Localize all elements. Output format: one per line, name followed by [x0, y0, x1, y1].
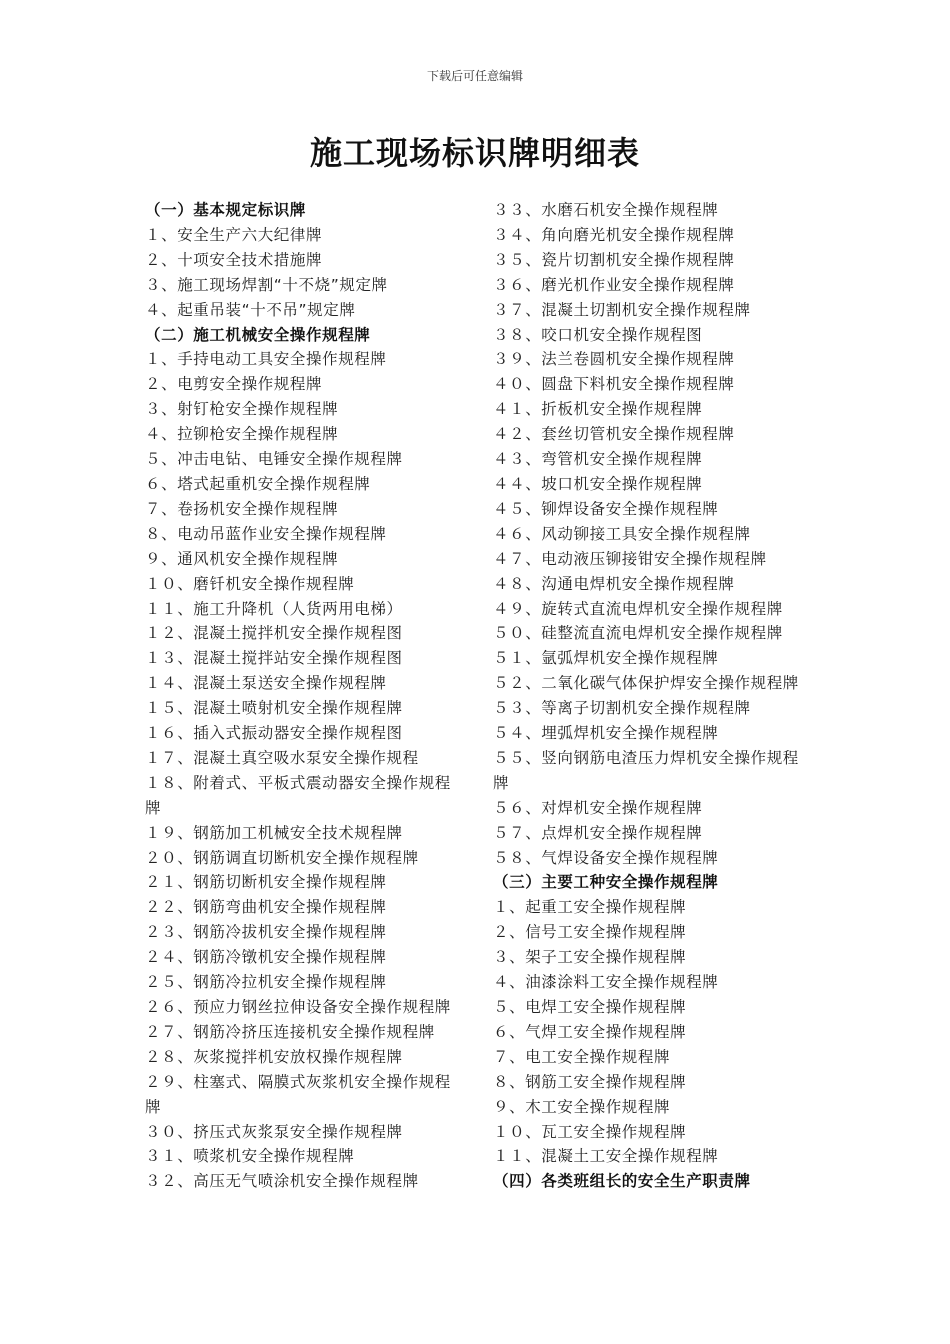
- list-item: ２１、钢筋切断机安全操作规程牌: [145, 873, 387, 892]
- list-item: １８、附着式、平板式震动器安全操作规程牌: [145, 773, 451, 817]
- list-item: ５０、硅整流直流电焊机安全操作规程牌: [493, 624, 783, 643]
- list-item: ８、电动吊蓝作业安全操作规程牌: [145, 524, 387, 543]
- list-item: １５、混凝土喷射机安全操作规程牌: [145, 699, 403, 718]
- list-item: ４１、折板机安全操作规程牌: [493, 400, 703, 419]
- list-item: １、起重工安全操作规程牌: [493, 898, 687, 917]
- list-item: １１、混凝土工安全操作规程牌: [493, 1147, 719, 1166]
- header-note: 下载后可任意编辑: [426, 69, 523, 83]
- list-item: ３０、挤压式灰浆泵安全操作规程牌: [145, 1122, 403, 1141]
- list-item: ８、钢筋工安全操作规程牌: [493, 1072, 687, 1091]
- list-item: ４、油漆涂料工安全操作规程牌: [493, 973, 719, 992]
- page-title: 施工现场标识牌明细表: [309, 134, 640, 172]
- list-item: ５２、二氧化碳气体保护焊安全操作规程牌: [493, 674, 799, 693]
- list-item: ３２、高压无气喷涂机安全操作规程牌: [145, 1172, 419, 1191]
- list-item: ３７、混凝土切割机安全操作规程牌: [493, 300, 751, 319]
- list-item: ３、射钉枪安全操作规程牌: [145, 400, 339, 419]
- section-heading: （三）主要工种安全操作规程牌: [493, 873, 719, 892]
- list-item: ４７、电动液压铆接钳安全操作规程牌: [493, 549, 767, 568]
- list-item: ４０、圆盘下料机安全操作规程牌: [493, 375, 735, 394]
- list-item: １、手持电动工具安全操作规程牌: [145, 350, 387, 369]
- list-item: ４９、旋转式直流电焊机安全操作规程牌: [493, 599, 783, 618]
- list-item: １２、混凝土搅拌机安全操作规程图: [145, 624, 403, 643]
- list-item: １７、混凝土真空吸水泵安全操作规程: [145, 748, 419, 767]
- list-item: ５８、气焊设备安全操作规程牌: [493, 848, 719, 867]
- list-item: １４、混凝土泵送安全操作规程牌: [145, 674, 387, 693]
- list-item: ４、起重吊装“十不吊”规定牌: [145, 300, 356, 319]
- list-item: ２８、灰浆搅拌机安放权操作规程牌: [145, 1047, 403, 1066]
- list-item: ５、电焊工安全操作规程牌: [493, 998, 687, 1016]
- list-item: ５６、对焊机安全操作规程牌: [493, 798, 703, 817]
- list-item: ７、电工安全操作规程牌: [493, 1047, 671, 1066]
- list-item: ３５、瓷片切割机安全操作规程牌: [493, 250, 735, 269]
- list-item: ４８、沟通电焊机安全操作规程牌: [493, 574, 735, 593]
- list-item: ３８、咬口机安全操作规程图: [493, 325, 703, 344]
- list-item: ７、卷扬机安全操作规程牌: [145, 499, 339, 518]
- list-item: ２６、预应力钢丝拉伸设备安全操作规程牌: [145, 998, 451, 1016]
- list-item: ９、通风机安全操作规程牌: [145, 549, 339, 568]
- list-item: ９、木工安全操作规程牌: [493, 1097, 671, 1116]
- list-item: ４６、风动铆接工具安全操作规程牌: [493, 524, 751, 543]
- list-item: ３３、水磨石机安全操作规程牌: [493, 201, 719, 219]
- left-column: [145, 198, 455, 1194]
- list-item: ２、信号工安全操作规程牌: [493, 923, 687, 942]
- right-column: [493, 198, 803, 1194]
- list-item: ５３、等离子切割机安全操作规程牌: [493, 699, 751, 718]
- list-item: ２７、钢筋冷挤压连接机安全操作规程牌: [145, 1022, 435, 1041]
- list-item: ２４、钢筋冷镦机安全操作规程牌: [145, 948, 387, 967]
- list-item: ２０、钢筋调直切断机安全操作规程牌: [145, 848, 419, 867]
- list-item: １１、施工升降机（人货两用电梯）: [145, 599, 403, 618]
- list-item: ５５、竖向钢筋电渣压力焊机安全操作规程牌: [493, 748, 799, 792]
- section-heading: （二）施工机械安全操作规程牌: [145, 325, 371, 344]
- section-heading: （一）基本规定标识牌: [145, 201, 307, 219]
- list-item: ６、塔式起重机安全操作规程牌: [145, 474, 371, 493]
- list-item: １３、混凝土搅拌站安全操作规程图: [145, 649, 403, 668]
- list-item: ６、气焊工安全操作规程牌: [493, 1022, 687, 1041]
- list-item: １０、磨钎机安全操作规程牌: [145, 574, 355, 593]
- list-item: ５４、埋弧焊机安全操作规程牌: [493, 724, 719, 743]
- list-item: ２５、钢筋冷拉机安全操作规程牌: [145, 973, 387, 992]
- list-item: ４、拉铆枪安全操作规程牌: [145, 425, 339, 444]
- list-item: ３６、磨光机作业安全操作规程牌: [493, 275, 735, 294]
- list-item: ５１、氩弧焊机安全操作规程牌: [493, 649, 719, 668]
- section-heading: （四）各类班组长的安全生产职责牌: [493, 1172, 751, 1191]
- list-item: ４４、坡口机安全操作规程牌: [493, 474, 703, 493]
- list-item: １９、钢筋加工机械安全技术规程牌: [145, 823, 403, 842]
- list-item: ２９、柱塞式、隔膜式灰浆机安全操作规程牌: [145, 1072, 451, 1116]
- list-item: ３９、法兰卷圆机安全操作规程牌: [493, 350, 735, 369]
- list-item: ４３、弯管机安全操作规程牌: [493, 450, 703, 469]
- list-item: ２３、钢筋冷拔机安全操作规程牌: [145, 923, 387, 942]
- list-item: １６、插入式振动器安全操作规程图: [145, 724, 403, 743]
- list-item: ４５、铆焊设备安全操作规程牌: [493, 499, 719, 518]
- list-item: ２、十项安全技术措施牌: [145, 250, 323, 269]
- list-item: ３、施工现场焊割“十不烧”规定牌: [145, 275, 388, 294]
- list-item: ４２、套丝切管机安全操作规程牌: [493, 425, 735, 444]
- list-item: ３、架子工安全操作规程牌: [493, 948, 687, 967]
- list-item: ２、电剪安全操作规程牌: [145, 375, 323, 394]
- list-item: ２２、钢筋弯曲机安全操作规程牌: [145, 898, 387, 917]
- list-item: ３１、喷浆机安全操作规程牌: [145, 1147, 355, 1166]
- list-item: １０、瓦工安全操作规程牌: [493, 1122, 687, 1141]
- list-item: ３４、角向磨光机安全操作规程牌: [493, 225, 735, 244]
- list-item: １、安全生产六大纪律牌: [145, 225, 323, 244]
- list-item: ５７、点焊机安全操作规程牌: [493, 823, 703, 842]
- list-item: ５、冲击电钻、电锤安全操作规程牌: [145, 450, 403, 469]
